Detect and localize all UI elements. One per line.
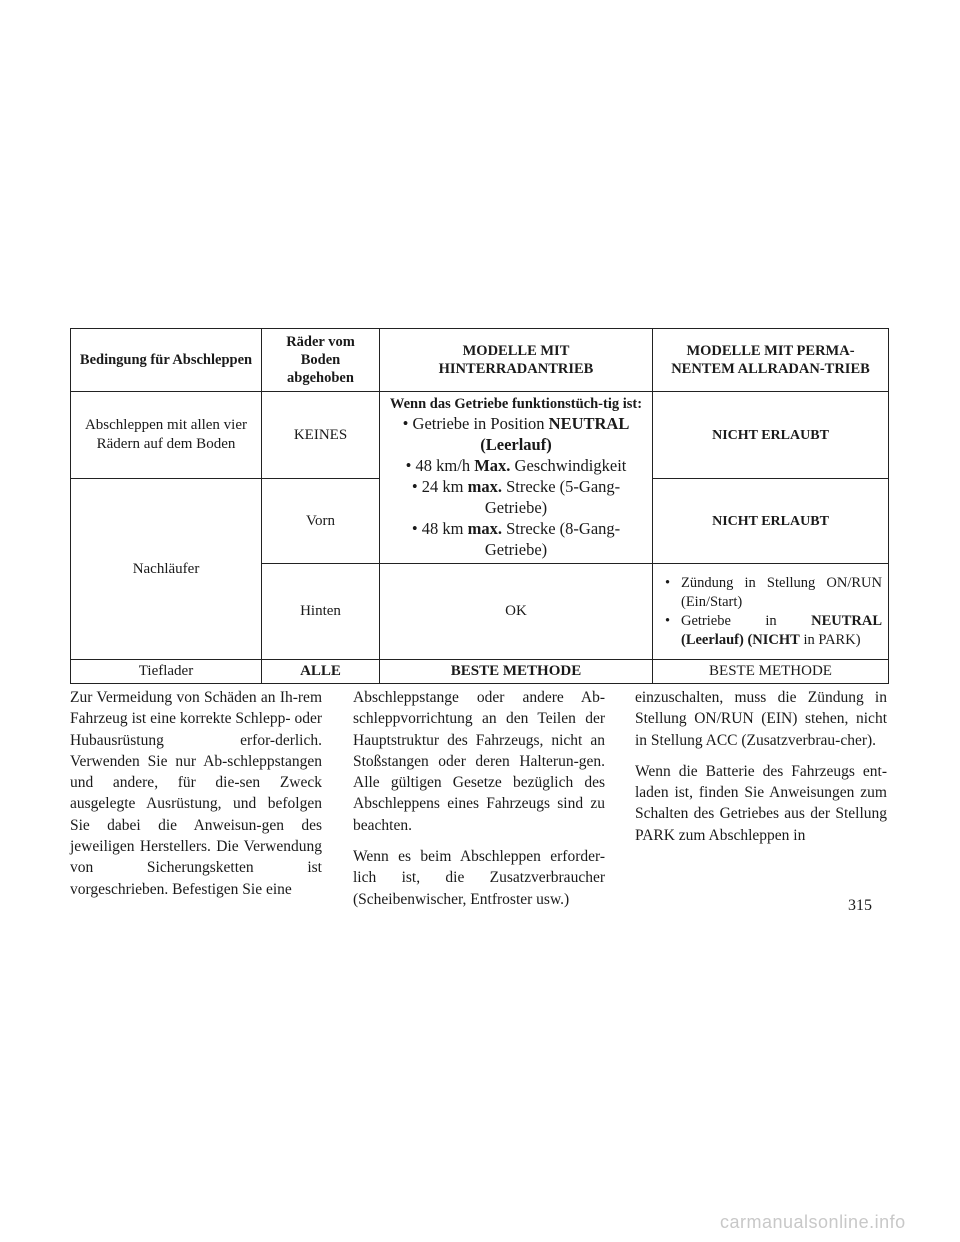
rwd-line-4: • 48 km max. Strecke (8-Gang-Getriebe) <box>411 519 621 559</box>
rwd-line-1: • Getriebe in Position NEUTRAL (Leerlauf) <box>402 414 630 454</box>
rwd-heading: Wenn das Getriebe funktionstüch-tig ist: <box>389 396 643 412</box>
row2-condition: Nachläufer <box>71 479 262 660</box>
row2-awd: NICHT ERLAUBT <box>653 479 889 564</box>
paragraph: einzuschalten, muss die Zündung in Stellung ON/RUN (EIN) stehen, nicht in Stellung ACC (Zusatzverbrau-cher). <box>635 689 887 749</box>
text-column-1 <box>70 687 322 910</box>
towing-table <box>70 328 889 684</box>
row4-lifted: ALLE <box>262 660 380 684</box>
row3-lifted: Hinten <box>262 564 380 660</box>
row4-condition: Tieflader <box>71 660 262 684</box>
table-row <box>71 392 889 479</box>
paragraph: Abschleppstange oder andere Ab-schleppvorrichtung an den Teilen der Hauptstruktur des Fahrzeugs, nicht an Stoßstangen oder deren Halterun-gen. Alle gültigen Gesetze bezüglich des Abschleppens eines Fahrzeugs sind zu beachten. <box>353 689 605 834</box>
row4-rwd: BESTE METHODE <box>380 660 653 684</box>
paragraph: Wenn es beim Abschleppen erforder-lich ist, die Zusatzverbraucher (Scheibenwischer, Entfroster usw.) <box>353 848 605 908</box>
row1-lifted: KEINES <box>262 392 380 479</box>
paragraph: Wenn die Batterie des Fahrzeugs ent-laden ist, finden Sie Anweisungen zum Schalten des Getriebes aus der Stellung PARK zum Abschleppen in <box>635 762 887 844</box>
row1-awd: NICHT ERLAUBT <box>653 392 889 479</box>
rear-conditions-list <box>659 574 882 650</box>
rwd-line-2: • 48 km/h Max. Geschwindigkeit <box>405 456 627 475</box>
text-column-3 <box>635 687 887 856</box>
watermark: carmanualsonline.info <box>720 1212 906 1232</box>
list-item: • Zündung in Stellung ON/RUN (Ein/Start) <box>659 574 882 612</box>
header-lifted: Räder vom Boden abgehoben <box>262 329 380 392</box>
list-item: • Getriebe in NEUTRAL (Leerlauf) (NICHT in PARK) <box>659 612 882 650</box>
row1-condition: Abschleppen mit allen vier Rädern auf dem Boden <box>71 392 262 479</box>
text-column-2 <box>353 687 605 920</box>
rwd-line-3: • 24 km max. Strecke (5-Gang-Getriebe) <box>411 477 621 517</box>
table-header-row <box>71 329 889 392</box>
page-number: 315 <box>848 897 872 914</box>
row3-rwd: OK <box>380 564 653 660</box>
row4-awd: BESTE METHODE <box>653 660 889 684</box>
row2-lifted: Vorn <box>262 479 380 564</box>
rwd-merged-cell <box>380 392 653 564</box>
header-rwd: MODELLE MIT HINTERRADANTRIEB <box>380 329 653 392</box>
table-row <box>71 660 889 684</box>
row3-awd <box>653 564 889 660</box>
header-condition: Bedingung für Abschleppen <box>71 329 262 392</box>
header-awd: MODELLE MIT PERMA-NENTEM ALLRADAN-TRIEB <box>653 329 889 392</box>
paragraph: Zur Vermeidung von Schäden an Ih-rem Fahrzeug ist eine korrekte Schlepp- oder Hubausrüstung erfor-derlich. Verwenden Sie nur Ab-schleppstangen und andere, für die-sen Zweck ausgelegte Ausrüstung, und befolgen Sie dabei die Anweisun-gen des jeweiligen Herstellers. Die Verwendung von Sicherungsketten ist vorgeschrieben. Befestigen Sie eine <box>70 689 322 898</box>
